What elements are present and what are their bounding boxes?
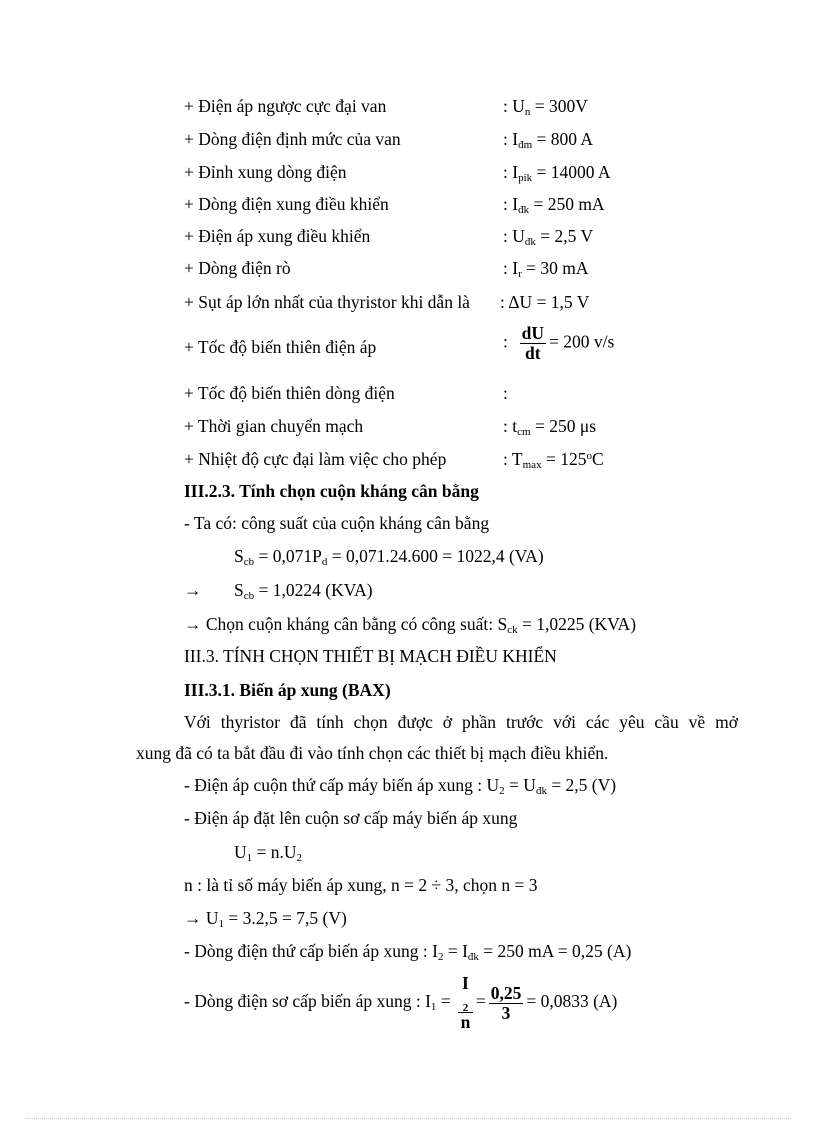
spec-label-voltage-drop: + Sụt áp lớn nhất của thyristor khi dẫn là	[184, 292, 470, 312]
spec-label-gate-current: + Dòng điện xung điều khiển	[184, 194, 389, 214]
section-heading-33: III.3. TÍNH CHỌN THIẾT BỊ MẠCH ĐIỀU KHIỂN	[184, 646, 557, 666]
arrow-scb: →	[184, 580, 202, 600]
spec-value-voltage-drop: : ΔU = 1,5 V	[500, 292, 590, 312]
spec-value-gate-current: : $I_{đk} = 250$ mA	[503, 194, 605, 216]
text-i2: - Dòng điện thứ cấp biến áp xung : $I_2 = I_{đk} = 250$ mA = 0,25 (A)	[184, 941, 632, 963]
text-u1-label: - Điện áp đặt lên cuộn sơ cấp máy biến áp xung	[184, 808, 518, 828]
fraction-025-over-3: $\frac{0,25}{3}$	[490, 982, 522, 1023]
spec-value-switching-time: : $t_{cm} = 250$ μs	[503, 416, 597, 438]
spec-value-rated-current: : $I_{đm} = 800$ A	[503, 129, 594, 151]
text-i1: - Dòng điện sơ cấp biến áp xung : $I_1$ = I $_2$ n = $\frac{0,25}{3}$ = 0,0833 (A)	[184, 973, 618, 1032]
spec-label-rated-current: + Dòng điện định mức của van	[184, 129, 401, 149]
section-heading-331: III.3.1. Biến áp xung (BAX)	[184, 680, 391, 700]
spec-label-gate-voltage: + Điện áp xung điều khiển	[184, 226, 371, 246]
spec-value-reverse-voltage: : $U_n = 300V$	[503, 96, 588, 118]
paragraph-line-2: xung đã có ta bắt đầu đi vào tính chọn các thiết bị mạch điều khiển.	[136, 743, 609, 763]
spec-value-dudt: : $\frac{dU}{dt}$ = 200 v/s	[503, 323, 615, 363]
spec-value-peak-current: : $I_{pik} = 14000$ A	[503, 162, 611, 184]
equation-scb-1: $S_{cb} = 0,071P_d = 0,071.24.600 = 1022,4$ (VA)	[234, 546, 544, 568]
spec-value-gate-voltage: : $U_{đk} = 2,5$ V	[503, 226, 594, 248]
equation-u1: $U_1 = n.U_2$	[234, 842, 303, 864]
equation-scb-2: $S_{cb} = 1,0224$ (KVA)	[234, 580, 373, 602]
spec-label-switching-time: + Thời gian chuyển mạch	[184, 416, 364, 436]
spec-label-dudt: + Tốc độ biến thiên điện áp	[184, 337, 377, 357]
text-n-ratio: n : là tỉ số máy biến áp xung, n = 2 ÷ 3, chọn n = 3	[184, 875, 538, 895]
spec-value-max-temp: : $T_{max} = 125^oC$	[503, 449, 604, 471]
text-u2: - Điện áp cuộn thứ cấp máy biến áp xung : $U_2 = U_{đk} = 2,5$ (V)	[184, 775, 617, 797]
spec-label-leakage-current: + Dòng điện rò	[184, 258, 291, 278]
text-ta-co: - Ta có: công suất của cuộn kháng cân bằng	[184, 513, 490, 533]
text-u1-result: → $U_1 = 3.2,5 = 7,5$ (V)	[184, 908, 347, 930]
page-bottom-divider	[25, 1118, 791, 1119]
spec-label-peak-current: + Đỉnh xung dòng điện	[184, 162, 347, 182]
fraction-i2-over-n: I $_2$ n	[458, 974, 473, 1032]
spec-label-reverse-voltage: + Điện áp ngược cực đại van	[184, 96, 387, 116]
section-heading-232: III.2.3. Tính chọn cuộn kháng cân bằng	[184, 481, 479, 501]
spec-value-leakage-current: : $I_r = 30$ mA	[503, 258, 589, 280]
fraction-dudt: $\frac{dU}{dt}$	[521, 323, 544, 363]
spec-value-didt: :	[503, 383, 508, 403]
spec-label-didt: + Tốc độ biến thiên dòng điện	[184, 383, 395, 403]
text-chon-cuon-khang: → Chọn cuộn kháng cân bằng có công suất: $S_{ck} = 1,0225$ (KVA)	[184, 614, 637, 636]
paragraph-line-1: Với thyristor đã tính chọn được ở phần trước với các yêu cầu về mở	[184, 712, 738, 732]
spec-label-max-temp: + Nhiệt độ cực đại làm việc cho phép	[184, 449, 447, 469]
